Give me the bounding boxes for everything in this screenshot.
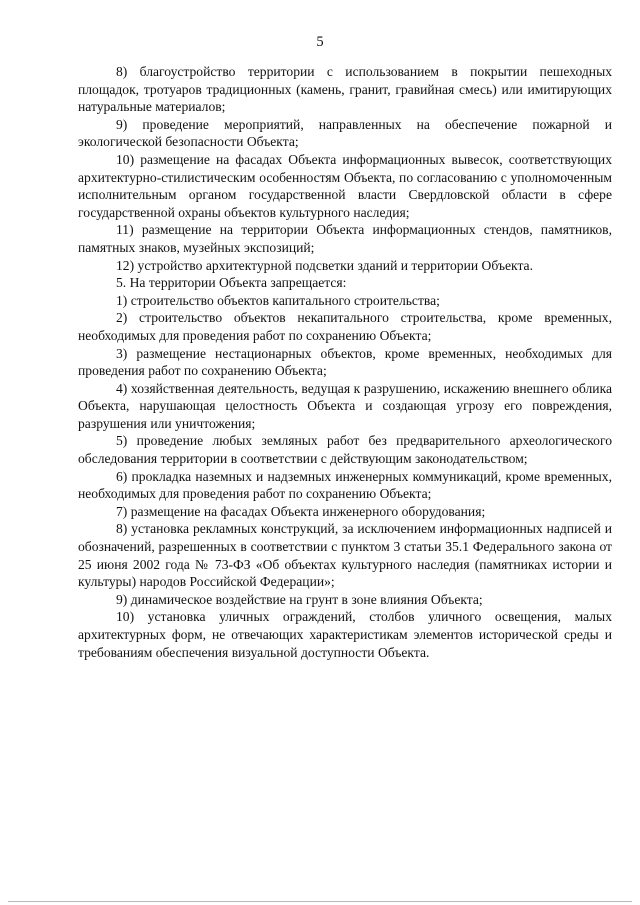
document-body <box>78 63 612 661</box>
paragraph-economic-activity: 4) хозяйственная деятельность, ведущая к разрушению, искажению внешнего облика Объекта, нарушающая целостность Объекта и создающая угрозу его повреждения, разрушения или уничтожения; <box>78 380 612 431</box>
paragraph-noncapital-construction: 2) строительство объектов некапитального строительства, кроме временных, необходимых для проведения работ по сохранению Объекта; <box>78 310 612 343</box>
paragraph-engineering-equipment: 7) размещение на фасадах Объекта инженерного оборудования; <box>116 503 486 519</box>
paragraph-dynamic-impact: 9) динамическое воздействие на грунт в зоне влияния Объекта; <box>116 591 483 607</box>
paragraph-utilities: 6) прокладка наземных и надземных инженерных коммуникаций, кроме временных, необходимых для проведения работ по сохранению Объекта; <box>78 468 612 502</box>
paragraph-information-stands: 11) размещение на территории Объекта информационных стендов, памятников, памятных знаков, музейных экспозиций; <box>78 222 612 255</box>
paragraph-street-furniture: 10) установка уличных ограждений, столбов уличного освещения, малых архитектурных форм, не отвечающих характеристикам элементов исторической среды и требованиям обеспечения визуальной доступности Объекта. <box>78 609 612 660</box>
section-prohibitions-heading: 5. На территории Объекта запрещается: <box>116 275 347 291</box>
paragraph-safety-measures: 9) проведение мероприятий, направленных на обеспечение пожарной и экологической безопасности Объекта; <box>78 116 612 150</box>
paragraph-architectural-lighting: 12) устройство архитектурной подсветки зданий и территории Объекта. <box>116 257 533 273</box>
paragraph-landscaping: 8) благоустройство территории с использованием в покрытии пешеходных площадок, тротуаров традиционных (камень, гранит, гравийная смесь) или имитирующих натуральные материалов; <box>78 64 612 115</box>
paragraph-nonstationary-objects: 3) размещение нестационарных объектов, кроме временных, необходимых для проведения работ по сохранению Объекта; <box>78 345 612 379</box>
paragraph-advertising-structures: 8) установка рекламных конструкций, за исключением информационных надписей и обозначений, разрешенных в соответствии с пунктом 3 статьи 35.1 Федерального закона от 25 июня 2002 года № 73-ФЗ «Об объектах культурного наследия (памятниках истории и культуры) народов Российской Федерации»; <box>78 521 612 590</box>
scan-edge-line <box>8 901 632 902</box>
paragraph-facade-signs: 10) размещение на фасадах Объекта информационных вывесок, соответствующих архитектурно-стилистическим особенностям Объекта, по согласованию с уполномоченным исполнительным органом государственной власти Свердловской области в сфере государственной охраны объектов культурного наследия; <box>78 151 612 220</box>
paragraph-capital-construction: 1) строительство объектов капитального строительства; <box>116 292 440 308</box>
paragraph-earthworks: 5) проведение любых земляных работ без предварительного археологического обследования территории в соответствии с действующим законодательством; <box>78 433 612 467</box>
page-number: 5 <box>316 34 324 50</box>
